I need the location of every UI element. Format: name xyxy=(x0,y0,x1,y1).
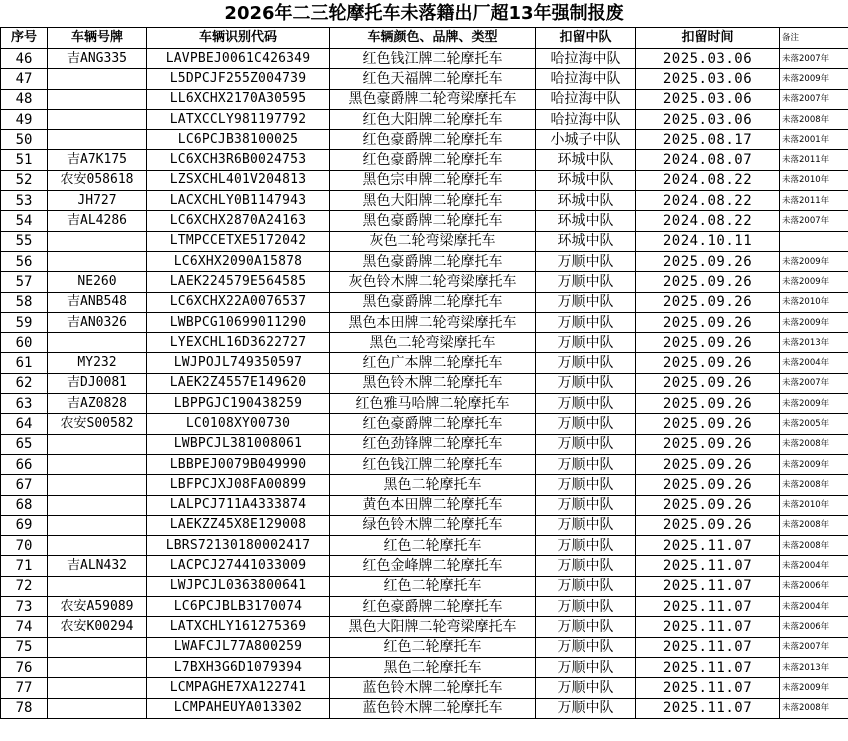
cell-note: 未落2007年 xyxy=(780,373,848,393)
cell-seq: 73 xyxy=(1,597,48,617)
cell-note: 未落2008年 xyxy=(780,698,848,718)
table-row xyxy=(1,536,848,556)
cell-date: 2025.11.07 xyxy=(636,576,780,596)
cell-unit: 万顺中队 xyxy=(536,657,636,677)
cell-unit: 万顺中队 xyxy=(536,251,636,271)
cell-unit: 环城中队 xyxy=(536,150,636,170)
cell-note: 未落2009年 xyxy=(780,272,848,292)
table-row xyxy=(1,515,848,535)
cell-unit: 环城中队 xyxy=(536,170,636,190)
cell-vin: LZSXCHL401V204813 xyxy=(147,170,330,190)
header-date: 扣留时间 xyxy=(636,28,780,49)
cell-seq: 64 xyxy=(1,414,48,434)
cell-seq: 61 xyxy=(1,353,48,373)
table-row xyxy=(1,597,848,617)
cell-desc: 红色二轮摩托车 xyxy=(330,576,536,596)
cell-date: 2025.09.26 xyxy=(636,312,780,332)
table-row xyxy=(1,69,848,89)
cell-plate: NE260 xyxy=(48,272,147,292)
cell-note: 未落2008年 xyxy=(780,109,848,129)
cell-vin: LCMPAHEUYA013302 xyxy=(147,698,330,718)
cell-vin: LC6PCJBLB3170074 xyxy=(147,597,330,617)
cell-seq: 57 xyxy=(1,272,48,292)
cell-date: 2025.03.06 xyxy=(636,89,780,109)
cell-desc: 黑色二轮摩托车 xyxy=(330,657,536,677)
cell-seq: 59 xyxy=(1,312,48,332)
cell-note: 未落2009年 xyxy=(780,454,848,474)
cell-seq: 72 xyxy=(1,576,48,596)
table-row xyxy=(1,414,848,434)
cell-vin: LACXCHLY0B1147943 xyxy=(147,191,330,211)
cell-date: 2025.09.26 xyxy=(636,414,780,434)
cell-seq: 58 xyxy=(1,292,48,312)
cell-desc: 红色豪爵牌二轮摩托车 xyxy=(330,130,536,150)
cell-desc: 黑色大阳牌二轮弯梁摩托车 xyxy=(330,617,536,637)
cell-plate xyxy=(48,576,147,596)
cell-desc: 黑色二轮摩托车 xyxy=(330,475,536,495)
cell-note: 未落2007年 xyxy=(780,637,848,657)
cell-date: 2025.03.06 xyxy=(636,69,780,89)
cell-unit: 环城中队 xyxy=(536,231,636,251)
cell-note: 未落2011年 xyxy=(780,150,848,170)
cell-plate: 吉AZ0828 xyxy=(48,394,147,414)
cell-date: 2025.09.26 xyxy=(636,292,780,312)
cell-plate xyxy=(48,536,147,556)
table-row xyxy=(1,292,848,312)
cell-seq: 60 xyxy=(1,333,48,353)
cell-date: 2025.09.26 xyxy=(636,251,780,271)
header-unit: 扣留中队 xyxy=(536,28,636,49)
cell-seq: 74 xyxy=(1,617,48,637)
cell-desc: 红色豪爵牌二轮摩托车 xyxy=(330,597,536,617)
cell-vin: LCMPAGHE7XA122741 xyxy=(147,678,330,698)
table-row xyxy=(1,678,848,698)
cell-unit: 万顺中队 xyxy=(536,312,636,332)
cell-desc: 黑色豪爵牌二轮弯梁摩托车 xyxy=(330,89,536,109)
cell-desc: 黑色大阳牌二轮摩托车 xyxy=(330,191,536,211)
cell-plate: 农安S00582 xyxy=(48,414,147,434)
cell-plate xyxy=(48,698,147,718)
cell-seq: 69 xyxy=(1,515,48,535)
cell-vin: LATXCCLY981197792 xyxy=(147,109,330,129)
cell-date: 2025.11.07 xyxy=(636,556,780,576)
cell-plate xyxy=(48,515,147,535)
cell-unit: 哈拉海中队 xyxy=(536,109,636,129)
table-row xyxy=(1,373,848,393)
cell-seq: 53 xyxy=(1,191,48,211)
cell-date: 2025.09.26 xyxy=(636,454,780,474)
cell-vin: LWBPCJL381008061 xyxy=(147,434,330,454)
cell-desc: 黑色豪爵牌二轮摩托车 xyxy=(330,211,536,231)
cell-unit: 万顺中队 xyxy=(536,495,636,515)
cell-unit: 万顺中队 xyxy=(536,292,636,312)
cell-vin: LBPPGJC190438259 xyxy=(147,394,330,414)
cell-date: 2025.11.07 xyxy=(636,698,780,718)
cell-desc: 黑色宗申牌二轮摩托车 xyxy=(330,170,536,190)
cell-vin: LBBPEJ0079B049990 xyxy=(147,454,330,474)
cell-desc: 红色金峰牌二轮摩托车 xyxy=(330,556,536,576)
cell-vin: LAEKZZ45X8E129008 xyxy=(147,515,330,535)
cell-desc: 红色豪爵牌二轮摩托车 xyxy=(330,414,536,434)
cell-note: 未落2004年 xyxy=(780,597,848,617)
table-row xyxy=(1,353,848,373)
table-row xyxy=(1,454,848,474)
cell-plate: 农安058618 xyxy=(48,170,147,190)
cell-unit: 万顺中队 xyxy=(536,617,636,637)
cell-desc: 红色二轮摩托车 xyxy=(330,637,536,657)
cell-plate: 吉AL4286 xyxy=(48,211,147,231)
cell-date: 2024.08.22 xyxy=(636,191,780,211)
cell-vin: LBRS72130180002417 xyxy=(147,536,330,556)
cell-desc: 灰色铃木牌二轮弯梁摩托车 xyxy=(330,272,536,292)
cell-date: 2025.09.26 xyxy=(636,495,780,515)
cell-seq: 78 xyxy=(1,698,48,718)
cell-date: 2024.08.22 xyxy=(636,211,780,231)
cell-plate: 农安A59089 xyxy=(48,597,147,617)
cell-seq: 75 xyxy=(1,637,48,657)
cell-date: 2025.08.17 xyxy=(636,130,780,150)
cell-date: 2025.09.26 xyxy=(636,394,780,414)
cell-date: 2025.09.26 xyxy=(636,475,780,495)
cell-note: 未落2009年 xyxy=(780,251,848,271)
cell-note: 未落2007年 xyxy=(780,49,848,69)
cell-vin: LL6XCHX2170A30595 xyxy=(147,89,330,109)
cell-date: 2025.09.26 xyxy=(636,333,780,353)
cell-vin: LWBPCG10699011290 xyxy=(147,312,330,332)
cell-vin: LWJPCJL0363800641 xyxy=(147,576,330,596)
cell-seq: 56 xyxy=(1,251,48,271)
cell-note xyxy=(780,231,848,251)
cell-unit: 万顺中队 xyxy=(536,475,636,495)
cell-unit: 哈拉海中队 xyxy=(536,49,636,69)
cell-plate: 吉A7K175 xyxy=(48,150,147,170)
cell-date: 2025.09.26 xyxy=(636,434,780,454)
cell-seq: 68 xyxy=(1,495,48,515)
cell-note: 未落2004年 xyxy=(780,353,848,373)
cell-seq: 55 xyxy=(1,231,48,251)
page-title: 2026年二三轮摩托车未落籍出厂超13年强制报废 xyxy=(224,3,624,24)
cell-note: 未落2009年 xyxy=(780,394,848,414)
cell-note: 未落2004年 xyxy=(780,556,848,576)
cell-unit: 哈拉海中队 xyxy=(536,89,636,109)
cell-unit: 万顺中队 xyxy=(536,353,636,373)
cell-unit: 万顺中队 xyxy=(536,576,636,596)
header-note: 备注 xyxy=(780,28,848,49)
table-row xyxy=(1,576,848,596)
cell-unit: 哈拉海中队 xyxy=(536,69,636,89)
cell-plate: 吉ANG335 xyxy=(48,49,147,69)
table-row xyxy=(1,495,848,515)
cell-seq: 67 xyxy=(1,475,48,495)
cell-plate xyxy=(48,231,147,251)
cell-unit: 万顺中队 xyxy=(536,434,636,454)
cell-note: 未落2013年 xyxy=(780,657,848,677)
cell-desc: 红色钱江牌二轮摩托车 xyxy=(330,49,536,69)
header-seq: 序号 xyxy=(1,28,48,49)
cell-unit: 万顺中队 xyxy=(536,698,636,718)
cell-date: 2025.09.26 xyxy=(636,353,780,373)
cell-plate xyxy=(48,251,147,271)
cell-note: 未落2001年 xyxy=(780,130,848,150)
table-row xyxy=(1,49,848,69)
cell-unit: 万顺中队 xyxy=(536,597,636,617)
cell-vin: LBFPCJXJ08FA00899 xyxy=(147,475,330,495)
cell-note: 未落2011年 xyxy=(780,191,848,211)
cell-unit: 万顺中队 xyxy=(536,333,636,353)
cell-unit: 万顺中队 xyxy=(536,414,636,434)
cell-desc: 蓝色铃木牌二轮摩托车 xyxy=(330,698,536,718)
table-row xyxy=(1,150,848,170)
cell-note: 未落2009年 xyxy=(780,312,848,332)
table-row xyxy=(1,231,848,251)
cell-note: 未落2007年 xyxy=(780,89,848,109)
cell-desc: 红色豪爵牌二轮摩托车 xyxy=(330,150,536,170)
cell-plate: 吉DJ0081 xyxy=(48,373,147,393)
cell-date: 2025.11.07 xyxy=(636,597,780,617)
table-row xyxy=(1,251,848,271)
cell-unit: 万顺中队 xyxy=(536,678,636,698)
cell-vin: LAVPBEJ0061C426349 xyxy=(147,49,330,69)
cell-plate xyxy=(48,495,147,515)
cell-unit: 万顺中队 xyxy=(536,272,636,292)
table-row xyxy=(1,637,848,657)
cell-unit: 万顺中队 xyxy=(536,454,636,474)
cell-date: 2024.08.22 xyxy=(636,170,780,190)
table-row xyxy=(1,434,848,454)
cell-seq: 51 xyxy=(1,150,48,170)
cell-vin: LWJPOJL749350597 xyxy=(147,353,330,373)
cell-vin: LALPCJ711A4333874 xyxy=(147,495,330,515)
cell-seq: 70 xyxy=(1,536,48,556)
cell-plate: 吉ALN432 xyxy=(48,556,147,576)
cell-plate xyxy=(48,657,147,677)
cell-date: 2025.11.07 xyxy=(636,678,780,698)
cell-plate xyxy=(48,454,147,474)
cell-note: 未落2005年 xyxy=(780,414,848,434)
table-header-row xyxy=(1,28,848,49)
table-row xyxy=(1,657,848,677)
cell-date: 2025.09.26 xyxy=(636,373,780,393)
cell-desc: 黑色豪爵牌二轮摩托车 xyxy=(330,292,536,312)
cell-vin: L7BXH3G6D1079394 xyxy=(147,657,330,677)
cell-date: 2025.03.06 xyxy=(636,49,780,69)
cell-date: 2025.11.07 xyxy=(636,637,780,657)
cell-desc: 黑色铃木牌二轮摩托车 xyxy=(330,373,536,393)
cell-plate: MY232 xyxy=(48,353,147,373)
cell-plate xyxy=(48,678,147,698)
cell-date: 2025.09.26 xyxy=(636,515,780,535)
cell-plate xyxy=(48,130,147,150)
cell-vin: LC6PCJB38100025 xyxy=(147,130,330,150)
cell-note: 未落2006年 xyxy=(780,576,848,596)
cell-desc: 红色天福牌二轮摩托车 xyxy=(330,69,536,89)
cell-note: 未落2009年 xyxy=(780,69,848,89)
cell-note: 未落2008年 xyxy=(780,515,848,535)
cell-vin: LAEK224579E564585 xyxy=(147,272,330,292)
cell-vin: LAEK2Z4557E149620 xyxy=(147,373,330,393)
cell-seq: 49 xyxy=(1,109,48,129)
cell-vin: LC6XCH3R6B0024753 xyxy=(147,150,330,170)
cell-desc: 红色雅马哈牌二轮摩托车 xyxy=(330,394,536,414)
cell-vin: LYEXCHL16D3622727 xyxy=(147,333,330,353)
cell-seq: 62 xyxy=(1,373,48,393)
vehicle-table xyxy=(0,27,848,719)
header-vin: 车辆识别代码 xyxy=(147,28,330,49)
table-row xyxy=(1,394,848,414)
cell-plate: 吉ANB548 xyxy=(48,292,147,312)
cell-seq: 65 xyxy=(1,434,48,454)
cell-unit: 万顺中队 xyxy=(536,637,636,657)
cell-seq: 52 xyxy=(1,170,48,190)
cell-note: 未落2008年 xyxy=(780,475,848,495)
cell-unit: 万顺中队 xyxy=(536,373,636,393)
cell-note: 未落2008年 xyxy=(780,536,848,556)
cell-seq: 77 xyxy=(1,678,48,698)
cell-vin: LWAFCJL77A800259 xyxy=(147,637,330,657)
cell-desc: 红色二轮摩托车 xyxy=(330,536,536,556)
cell-desc: 红色劲锋牌二轮摩托车 xyxy=(330,434,536,454)
cell-note: 未落2006年 xyxy=(780,617,848,637)
cell-note: 未落2007年 xyxy=(780,211,848,231)
table-row xyxy=(1,272,848,292)
cell-seq: 54 xyxy=(1,211,48,231)
cell-vin: LC6XCHX2870A24163 xyxy=(147,211,330,231)
cell-plate: 吉AN0326 xyxy=(48,312,147,332)
cell-plate xyxy=(48,434,147,454)
cell-seq: 47 xyxy=(1,69,48,89)
cell-vin: LACPCJ27441033009 xyxy=(147,556,330,576)
cell-plate xyxy=(48,475,147,495)
cell-desc: 黑色二轮弯梁摩托车 xyxy=(330,333,536,353)
cell-vin: LC6XCHX22A0076537 xyxy=(147,292,330,312)
cell-desc: 红色钱江牌二轮摩托车 xyxy=(330,454,536,474)
cell-unit: 环城中队 xyxy=(536,191,636,211)
cell-note: 未落2009年 xyxy=(780,678,848,698)
cell-plate xyxy=(48,637,147,657)
cell-date: 2025.09.26 xyxy=(636,272,780,292)
cell-desc: 蓝色铃木牌二轮摩托车 xyxy=(330,678,536,698)
cell-date: 2025.11.07 xyxy=(636,657,780,677)
table-row xyxy=(1,109,848,129)
cell-date: 2025.11.07 xyxy=(636,536,780,556)
cell-unit: 万顺中队 xyxy=(536,536,636,556)
cell-vin: LC0108XY00730 xyxy=(147,414,330,434)
cell-desc: 黄色本田牌二轮摩托车 xyxy=(330,495,536,515)
cell-plate xyxy=(48,109,147,129)
cell-plate xyxy=(48,69,147,89)
cell-date: 2025.03.06 xyxy=(636,109,780,129)
cell-desc: 黑色本田牌二轮弯梁摩托车 xyxy=(330,312,536,332)
cell-note: 未落2010年 xyxy=(780,292,848,312)
cell-seq: 63 xyxy=(1,394,48,414)
cell-date: 2024.10.11 xyxy=(636,231,780,251)
cell-vin: LTMPCCETXE5172042 xyxy=(147,231,330,251)
table-row xyxy=(1,312,848,332)
cell-unit: 小城子中队 xyxy=(536,130,636,150)
cell-seq: 46 xyxy=(1,49,48,69)
table-row xyxy=(1,698,848,718)
table-row xyxy=(1,130,848,150)
cell-seq: 50 xyxy=(1,130,48,150)
table-row xyxy=(1,191,848,211)
cell-seq: 66 xyxy=(1,454,48,474)
cell-vin: L5DPCJF255Z004739 xyxy=(147,69,330,89)
cell-plate xyxy=(48,333,147,353)
cell-seq: 76 xyxy=(1,657,48,677)
cell-vin: LATXCHLY161275369 xyxy=(147,617,330,637)
cell-desc: 红色广本牌二轮摩托车 xyxy=(330,353,536,373)
header-desc: 车辆颜色、品牌、类型 xyxy=(330,28,536,49)
cell-plate xyxy=(48,89,147,109)
cell-date: 2025.11.07 xyxy=(636,617,780,637)
cell-unit: 万顺中队 xyxy=(536,394,636,414)
cell-vin: LC6XHX2090A15878 xyxy=(147,251,330,271)
cell-seq: 48 xyxy=(1,89,48,109)
cell-note: 未落2010年 xyxy=(780,495,848,515)
cell-desc: 绿色铃木牌二轮摩托车 xyxy=(330,515,536,535)
cell-desc: 黑色豪爵牌二轮摩托车 xyxy=(330,251,536,271)
cell-note: 未落2010年 xyxy=(780,170,848,190)
table-row xyxy=(1,333,848,353)
cell-unit: 万顺中队 xyxy=(536,556,636,576)
header-plate: 车辆号牌 xyxy=(48,28,147,49)
table-row xyxy=(1,556,848,576)
cell-desc: 红色大阳牌二轮摩托车 xyxy=(330,109,536,129)
cell-note: 未落2008年 xyxy=(780,434,848,454)
table-row xyxy=(1,211,848,231)
cell-date: 2024.08.07 xyxy=(636,150,780,170)
cell-desc: 灰色二轮弯梁摩托车 xyxy=(330,231,536,251)
table-row xyxy=(1,475,848,495)
cell-unit: 万顺中队 xyxy=(536,515,636,535)
table-row xyxy=(1,170,848,190)
cell-seq: 71 xyxy=(1,556,48,576)
table-row xyxy=(1,617,848,637)
table-row xyxy=(1,89,848,109)
cell-note: 未落2013年 xyxy=(780,333,848,353)
cell-plate: 农安K00294 xyxy=(48,617,147,637)
cell-plate: JH727 xyxy=(48,191,147,211)
cell-unit: 环城中队 xyxy=(536,211,636,231)
